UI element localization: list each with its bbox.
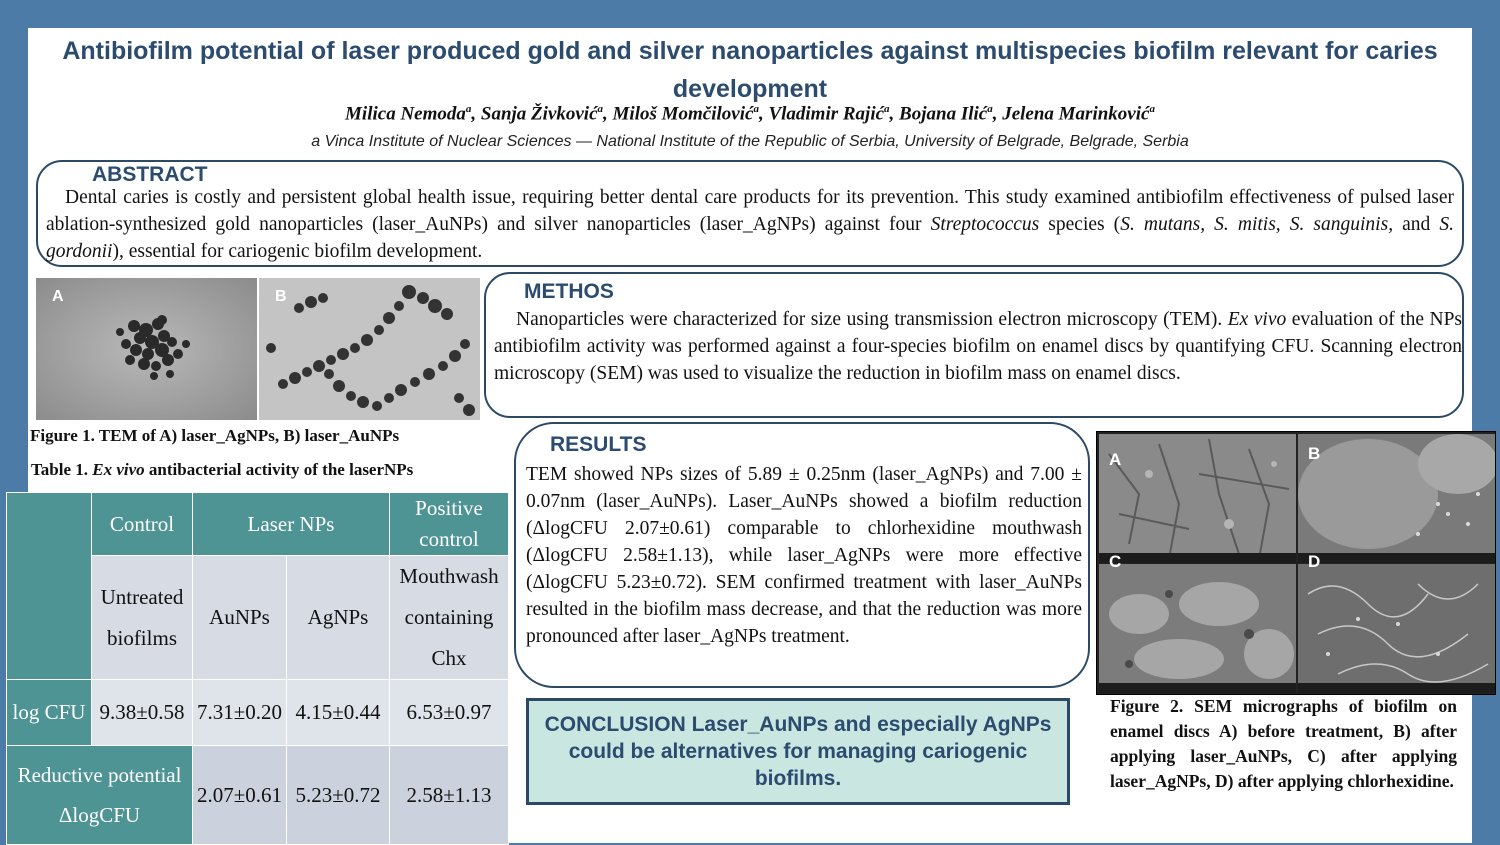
methods-heading: METHOS <box>524 280 614 303</box>
tem-micrograph-b <box>259 278 480 420</box>
results-text: TEM showed NPs sizes of 5.89 ± 0.25nm (laser_AgNPs) and 7.00 ± 0.07nm (laser_AuNPs). Laser_AuNPs showed a biofilm reduction (ΔlogCFU 2.07±0.61) comparable to chlorhexidine mouthwash (ΔlogCFU 2.58±1.13), while laser_AgNPs were more effective (ΔlogCFU 5.23±0.72). SEM confirmed treatment with laser_AuNPs resulted in the biofilm mass decrease, and that the reduction was more pronounced after laser_AgNPs treatment. <box>526 464 1082 647</box>
table-header-control: Control <box>92 493 193 556</box>
table-sub-aunps: AuNPs <box>193 556 287 680</box>
sem-label-c: C <box>1109 552 1122 571</box>
tem-label-b: B <box>275 288 287 305</box>
sem-label-b: B <box>1308 444 1321 463</box>
table-sub-untreated: Untreated biofilms <box>92 556 193 680</box>
tem-micrograph-a <box>36 278 257 420</box>
methods-text: Nanoparticles were characterized for size using transmission electron microscopy (TEM). Ex vivo evaluation of the NPs antibiofilm activity was performed against a four-species biofilm on enamel discs by quantifying CFU. Scanning electron microscopy (SEM) was used to visualize the reduction in biofilm mass on enamel discs. <box>494 309 1463 384</box>
abstract-heading: ABSTRACT <box>92 163 208 186</box>
table-corner-cell <box>7 493 92 680</box>
table-cell: 9.38±0.58 <box>92 680 193 746</box>
table-cell: 2.07±0.61 <box>193 746 287 845</box>
table-cell: 4.15±0.44 <box>287 680 390 746</box>
table-header-row <box>7 493 509 556</box>
table-cell: 2.58±1.13 <box>390 746 509 845</box>
tem-image-b <box>259 278 480 420</box>
conclusion-box: CONCLUSION Laser_AuNPs and especially AgNPs could be alternatives for managing cariogenic biofilms. <box>526 698 1070 805</box>
sem-panel-d <box>1298 552 1495 693</box>
tem-label-a: A <box>52 288 64 305</box>
author-list: Milica Nemoda$^a$, Sanja Živković$^a$, Miloš Momčilović$^a$, Vladimir Rajić$^a$, Bojana Ilić$^a$, Jelena Marinković$^a$ <box>345 103 1155 125</box>
sem-panel-a <box>1099 434 1296 563</box>
table-cell: 5.23±0.72 <box>287 746 390 845</box>
abstract-box <box>36 160 1464 267</box>
tem-image-a <box>36 278 257 420</box>
poster-title: Antibiofilm potential of laser produced gold and silver nanoparticles against multispecies biofilm relevant for caries development <box>62 37 1438 103</box>
sem-label-d: D <box>1308 552 1321 571</box>
figure1-caption: Figure 1. TEM of A) laser_AgNPs, B) laser_AuNPs <box>30 426 400 445</box>
table1-caption: Table 1. Ex vivo antibacterial activity of the laserNPs <box>31 460 414 479</box>
table-sub-agnps: AgNPs <box>287 556 390 680</box>
table-row-label-wrap <box>7 746 193 845</box>
table-row-label: log CFU <box>7 680 92 746</box>
sem-image-grid <box>1096 431 1496 695</box>
sem-panel-c <box>1099 552 1296 693</box>
table-cell: 6.53±0.97 <box>390 680 509 746</box>
sem-micrograph-b <box>1298 434 1495 563</box>
table-header-laser-nps: Laser NPs <box>193 493 390 556</box>
results-table <box>6 492 509 845</box>
sem-micrograph-c <box>1099 564 1296 693</box>
methods-box <box>484 272 1464 418</box>
table-sub-chx: Mouthwash containing Chx <box>390 556 509 680</box>
sem-micrograph-a <box>1099 434 1296 563</box>
table-cell: 7.31±0.20 <box>193 680 287 746</box>
table-header-positive: Positive control <box>390 493 509 556</box>
affiliation: a Vinca Institute of Nuclear Sciences — National Institute of the Republic of Serbia, University of Belgrade, Belgrade, Serbia <box>311 133 1189 150</box>
table-row <box>7 746 509 845</box>
table-row-label: Reductive potential ΔlogCFU <box>7 746 192 844</box>
figure2-caption: Figure 2. SEM micrographs of biofilm on enamel discs A) before treatment, B) after applying laser_AuNPs, C) after applying laser_AgNPs, D) after applying chlorhexidine. <box>1110 696 1457 791</box>
results-box <box>514 422 1090 688</box>
results-heading: RESULTS <box>550 433 647 456</box>
abstract-text: Dental caries is costly and persistent global health issue, requiring better dental care products for its prevention. This study examined antibiofilm effectiveness of pulsed laser ablation-synthesized gold nanoparticles (laser_AuNPs) and silver nanoparticles (laser_AgNPs) against four Streptococcus species (S. mutans, S. mitis, S. sanguinis, and S. gordonii), essential for cariogenic biofilm development. <box>46 187 1454 262</box>
sem-label-a: A <box>1109 450 1122 469</box>
sem-micrograph-d <box>1298 564 1495 693</box>
sem-panel-b <box>1298 434 1495 563</box>
table-row <box>7 680 509 746</box>
